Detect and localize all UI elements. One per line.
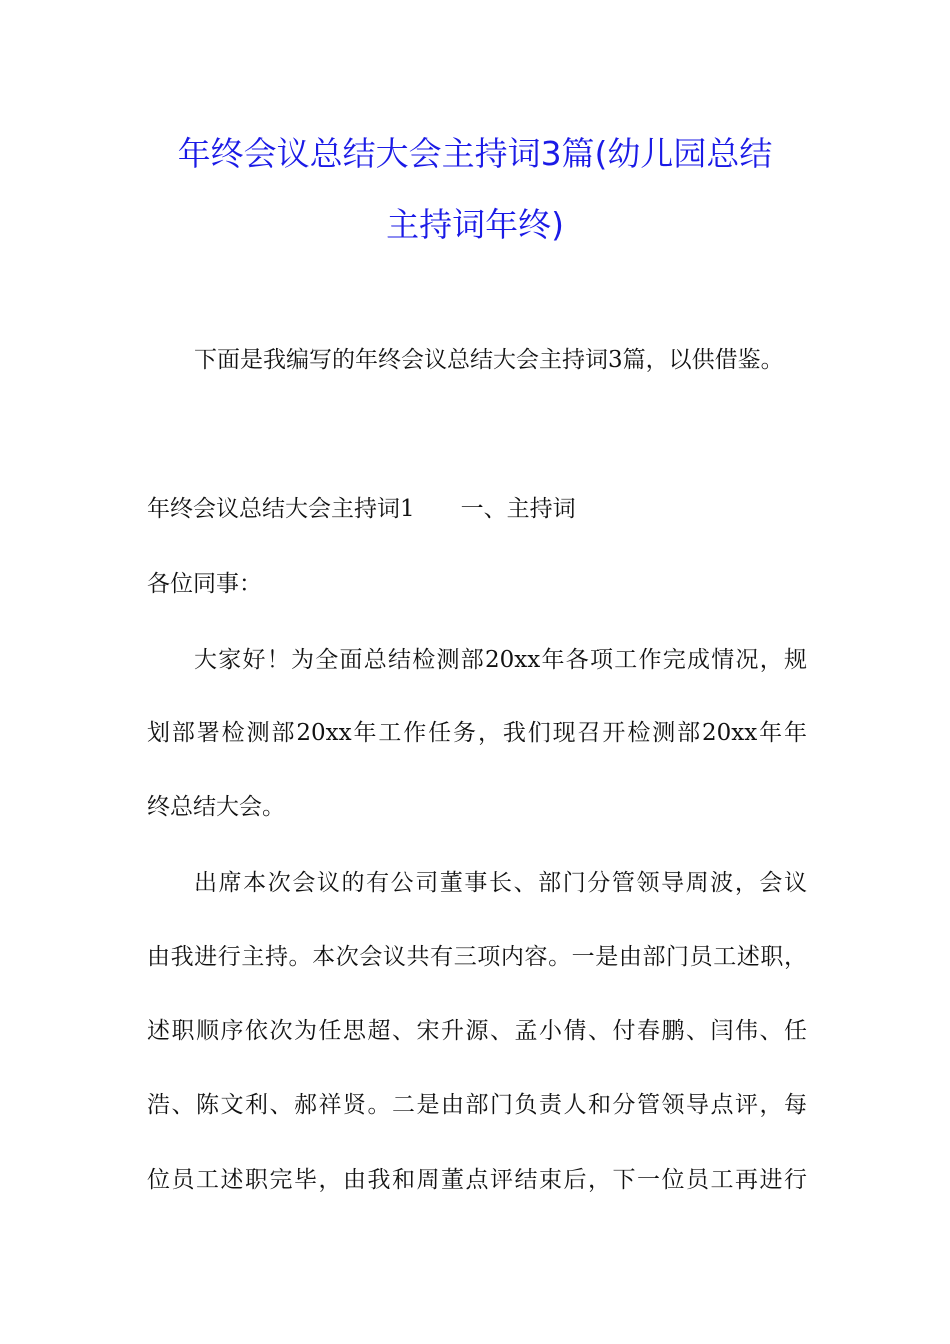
paragraph-line: 位员工述职完毕，由我和周董点评结束后，下一位员工再进行 — [147, 1167, 807, 1193]
document-title-line-1: 年终会议总结大会主持词3篇(幼儿园总结 — [177, 134, 773, 173]
salutation: 各位同事： — [147, 571, 262, 597]
document-title-line-2: 主持词年终) — [386, 205, 564, 244]
paragraph-line: 终总结大会。 — [147, 794, 285, 820]
paragraph-line: 述职顺序依次为任思超、宋升源、孟小倩、付春鹏、闫伟、任 — [147, 1018, 807, 1044]
paragraph-line: 出席本次会议的有公司董事长、部门分管领导周波，会议 — [194, 870, 807, 896]
paragraph-line: 由我进行主持。本次会议共有三项内容。一是由部门员工述职， — [147, 944, 807, 970]
section-heading: 年终会议总结大会主持词1 一、主持词 — [147, 496, 576, 522]
paragraph-line: 划部署检测部20xx年工作任务，我们现召开检测部20xx年年 — [147, 720, 807, 746]
paragraph-line: 大家好！为全面总结检测部20xx年各项工作完成情况，规 — [194, 647, 807, 673]
intro-paragraph: 下面是我编写的年终会议总结大会主持词3篇，以供借鉴。 — [194, 347, 784, 373]
paragraph-line: 浩、陈文利、郝祥贤。二是由部门负责人和分管领导点评，每 — [147, 1092, 807, 1118]
